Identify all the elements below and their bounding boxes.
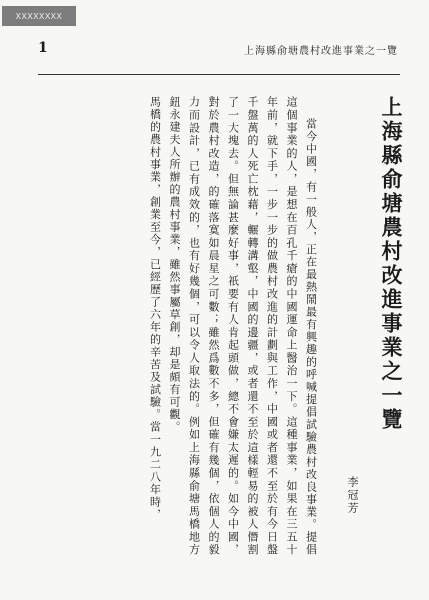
header-rule — [38, 74, 400, 75]
page-number: 1 — [38, 40, 48, 56]
article-paragraph: 馬橋的農村事業，創業至今，已經歷了六年的辛苦及試驗。當一九二八年時， — [148, 96, 162, 521]
article-paragraph: 當今中國，有一般人，正在最熱鬧最有興趣的呼喊提倡試驗農村改良事業。提倡這個事業的人，是想在百孔千瘡的中國運命上醫治一下。這種事業，如果在三五十年前，就下手，一步一步的做農村改進的計劃與工作，中國或者還不至於有今日盤千盤萬的人死亡枕藉，輾轉溝壑，中國的邊疆，或者還不至於這樣輕易的被人僭割了一大塊去。但無論甚麼好事，祇要有人肯起頭做，總不會嫌太遲的。如今中國，對於農村改造，的確落寞如晨星之可數；雖然爲數不多，但確有幾個，依個人的毅力而設計，已有成效的，也有好幾個，可以令人取法的。例如上海縣俞塘馬橋地方鈕永建夫人所辦的農村事業，雖然事屬草創，却是頗有可觀。 — [168, 96, 318, 556]
article-body — [66, 96, 406, 556]
library-stamp: XXXXXXXX — [2, 6, 76, 26]
article-author: 李冠芳 — [346, 476, 359, 515]
article-title: 上海縣俞塘農村改進事業之一覽 — [379, 96, 404, 432]
running-title: 上海縣俞塘農村改進事業之一覽 — [244, 46, 398, 57]
page-header — [38, 40, 398, 60]
